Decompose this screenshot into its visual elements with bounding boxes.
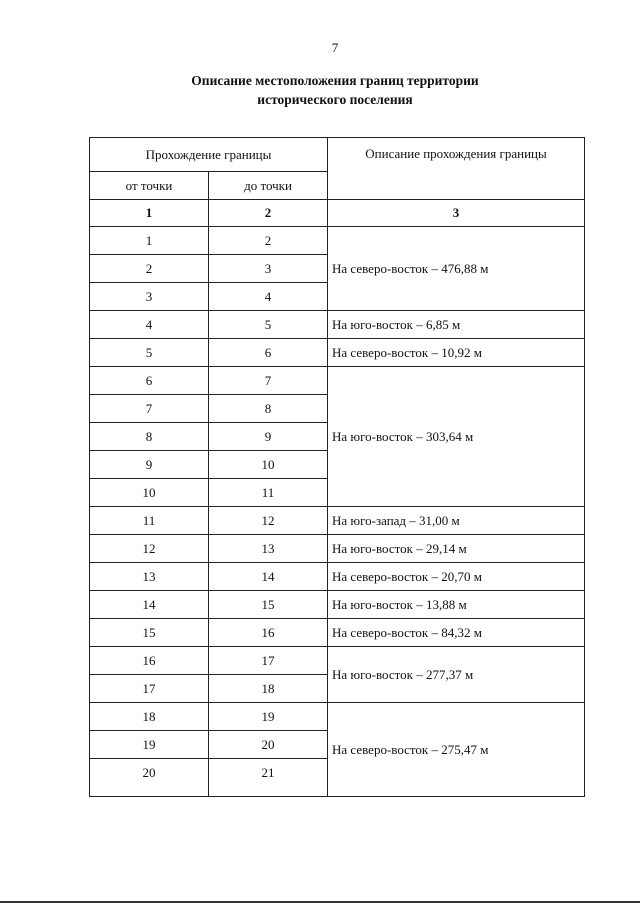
boundary-table	[89, 137, 585, 797]
from-point: 20	[90, 759, 209, 797]
to-point: 8	[209, 395, 328, 423]
from-point: 13	[90, 563, 209, 591]
from-point: 3	[90, 283, 209, 311]
to-point: 10	[209, 451, 328, 479]
table-row	[90, 619, 585, 647]
from-point: 18	[90, 703, 209, 731]
to-point: 16	[209, 619, 328, 647]
header-description: Описание прохождения границы	[328, 138, 585, 200]
to-point: 12	[209, 507, 328, 535]
table-row	[90, 367, 585, 395]
to-point: 3	[209, 255, 328, 283]
from-point: 11	[90, 507, 209, 535]
table-row	[90, 563, 585, 591]
header-from-point: от точки	[90, 172, 209, 200]
header-passage: Прохождение границы	[90, 138, 328, 172]
to-point: 14	[209, 563, 328, 591]
from-point: 8	[90, 423, 209, 451]
column-number-3: 3	[328, 200, 585, 227]
header-row	[90, 138, 585, 172]
segment-description: На юго-восток – 29,14 м	[328, 535, 585, 563]
to-point: 13	[209, 535, 328, 563]
to-point: 18	[209, 675, 328, 703]
segment-description: На юго-восток – 303,64 м	[328, 367, 585, 507]
to-point: 4	[209, 283, 328, 311]
table-row	[90, 647, 585, 675]
from-point: 2	[90, 255, 209, 283]
column-number-row	[90, 200, 585, 227]
from-point: 9	[90, 451, 209, 479]
segment-description: На северо-восток – 84,32 м	[328, 619, 585, 647]
to-point: 7	[209, 367, 328, 395]
to-point: 11	[209, 479, 328, 507]
header-to-point: до точки	[209, 172, 328, 200]
table-row	[90, 227, 585, 255]
from-point: 17	[90, 675, 209, 703]
document-title	[0, 71, 640, 109]
to-point: 9	[209, 423, 328, 451]
to-point: 6	[209, 339, 328, 367]
to-point: 15	[209, 591, 328, 619]
from-point: 5	[90, 339, 209, 367]
segment-description: На юго-восток – 6,85 м	[328, 311, 585, 339]
from-point: 6	[90, 367, 209, 395]
to-point: 17	[209, 647, 328, 675]
from-point: 16	[90, 647, 209, 675]
from-point: 4	[90, 311, 209, 339]
page-bottom-rule	[0, 901, 640, 903]
from-point: 1	[90, 227, 209, 255]
table-row	[90, 703, 585, 731]
segment-description: На юго-восток – 13,88 м	[328, 591, 585, 619]
from-point: 12	[90, 535, 209, 563]
segment-description: На юго-восток – 277,37 м	[328, 647, 585, 703]
title-line-1: Описание местоположения границ территории	[191, 73, 479, 88]
segment-description: На северо-восток – 20,70 м	[328, 563, 585, 591]
column-number-2: 2	[209, 200, 328, 227]
table-row	[90, 311, 585, 339]
table-row	[90, 591, 585, 619]
segment-description: На северо-восток – 275,47 м	[328, 703, 585, 797]
segment-description: На северо-восток – 476,88 м	[328, 227, 585, 311]
page-number: 7	[331, 40, 339, 55]
to-point: 20	[209, 731, 328, 759]
to-point: 19	[209, 703, 328, 731]
to-point: 21	[209, 759, 328, 797]
table-row	[90, 339, 585, 367]
from-point: 15	[90, 619, 209, 647]
from-point: 14	[90, 591, 209, 619]
from-point: 19	[90, 731, 209, 759]
segment-description: На юго-запад – 31,00 м	[328, 507, 585, 535]
from-point: 7	[90, 395, 209, 423]
title-line-2: исторического поселения	[257, 92, 413, 107]
to-point: 2	[209, 227, 328, 255]
from-point: 10	[90, 479, 209, 507]
table-row	[90, 507, 585, 535]
to-point: 5	[209, 311, 328, 339]
column-number-1: 1	[90, 200, 209, 227]
segment-description: На северо-восток – 10,92 м	[328, 339, 585, 367]
table-row	[90, 535, 585, 563]
